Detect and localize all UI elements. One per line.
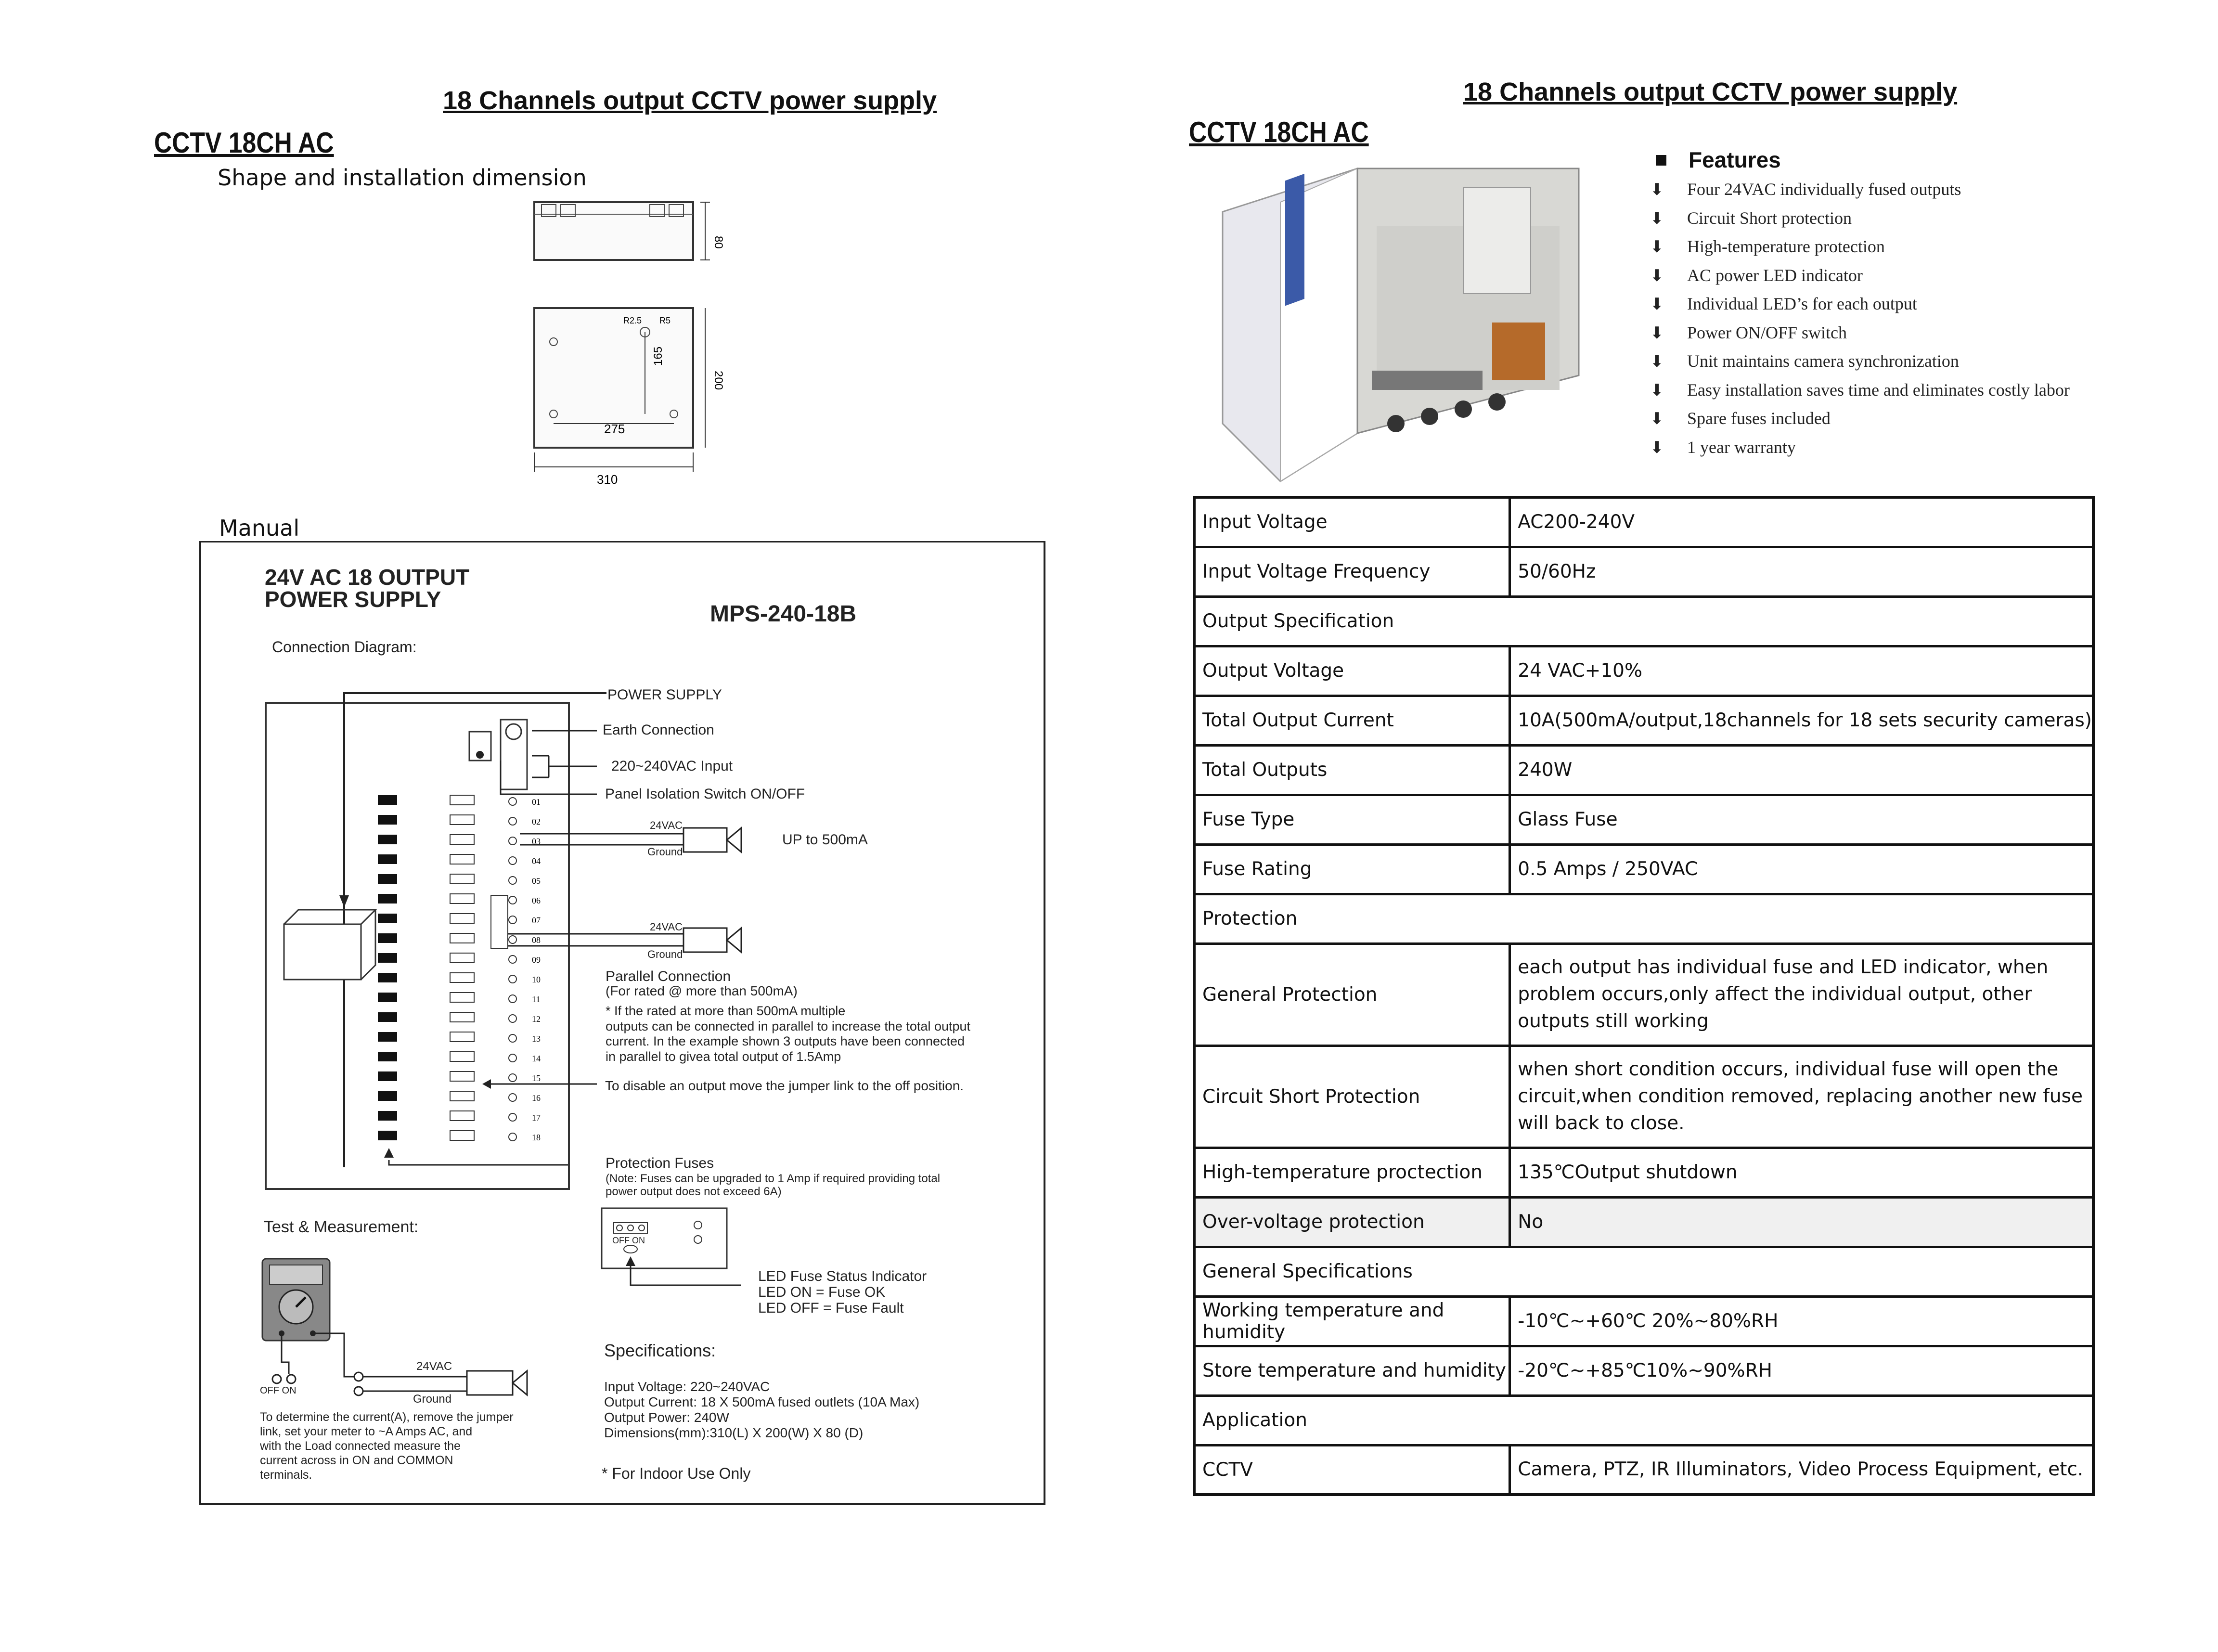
channel-number-label: 04 [532, 856, 541, 866]
spec-row [1194, 497, 2093, 547]
test-measurement-label: Test & Measurement: [264, 1218, 419, 1236]
spec-key: Fuse Rating [1194, 844, 1510, 894]
spec-row [1194, 1296, 2093, 1346]
feature-item: Spare fuses included [1687, 409, 1831, 428]
shape-dimension-label: Shape and installation dimension [218, 165, 587, 191]
dim-310-label: 310 [597, 472, 618, 487]
spec-row [1194, 844, 2093, 894]
spec-key: Working temperature and humidity [1194, 1296, 1510, 1346]
dim-r25-label: R2.5 [623, 316, 642, 325]
spec-value: 135℃Output shutdown [1510, 1148, 2093, 1197]
spec-row [1194, 547, 2093, 596]
spec-value: when short condition occurs, individual fuse will open the circuit,when condition removed, replacing another new fuse will back to close. [1510, 1045, 2093, 1148]
meter-offon-label: OFF ON [260, 1385, 297, 1396]
feature-item: Individual LED’s for each output [1687, 294, 1917, 313]
spec-value: AC200-240V [1510, 497, 2093, 547]
feature-item: 1 year warranty [1687, 437, 1796, 457]
feature-item: Unit maintains camera synchronization [1687, 351, 1959, 371]
channel-number-label: 14 [532, 1054, 541, 1063]
spec-key: Input Voltage [1194, 497, 1510, 547]
left-page-title: 18 Channels output CCTV power supply [443, 86, 937, 115]
spec-row [1194, 1045, 2093, 1148]
spec-key: CCTV [1194, 1445, 1510, 1495]
dim-200-label: 200 [712, 371, 725, 390]
spec-value: 240W [1510, 745, 2093, 795]
spec-row [1194, 1346, 2093, 1395]
parallel-sub-label: (For rated @ more than 500mA) [606, 983, 798, 998]
channel-number-label: 18 [532, 1133, 541, 1142]
dimension-drawing [520, 193, 725, 491]
spec-key: Output Voltage [1194, 646, 1510, 696]
spec-row [1194, 1148, 2093, 1197]
multimeter-drawing [255, 1252, 554, 1410]
determine-note-1: To determine the current(A), remove the jumper [260, 1410, 514, 1424]
spec-row [1194, 943, 2093, 1045]
channel-number-label: 09 [532, 955, 541, 965]
product-photo [1213, 154, 1588, 491]
spec-key: High-temperature proctection [1194, 1148, 1510, 1197]
spec-key: General Protection [1194, 943, 1510, 1045]
feature-bullet-icon: ⬇ [1650, 238, 1664, 256]
protection-note-1: (Note: Fuses can be upgraded to 1 Amp if required providing total [606, 1172, 941, 1185]
feature-item: Circuit Short protection [1687, 208, 1852, 228]
determine-note-5: terminals. [260, 1468, 312, 1482]
channel-number-label: 07 [532, 916, 541, 925]
spec-value: 0.5 Amps / 250VAC [1510, 844, 2093, 894]
spec-key: General Specifications [1194, 1247, 2093, 1296]
manual-heading-line1: 24V AC 18 OUTPUT [265, 565, 470, 590]
spec-row [1194, 646, 2093, 696]
vac-label-2: 24VAC [650, 921, 683, 933]
spec-value: No [1510, 1197, 2093, 1247]
parallel-note-2: outputs can be connected in parallel to increase the total output [606, 1019, 971, 1033]
spec-value: Glass Fuse [1510, 795, 2093, 844]
spec-row [1194, 894, 2093, 943]
parallel-note-4: in parallel to givea total output of 1.5Amp [606, 1049, 841, 1064]
spec-key: Fuse Type [1194, 795, 1510, 844]
manual-label: Manual [219, 515, 300, 541]
connection-diagram-label: Connection Diagram: [272, 638, 417, 656]
feature-bullet-icon: ⬇ [1650, 352, 1664, 371]
determine-note-3: with the Load connected measure the [260, 1439, 461, 1453]
manual-heading-line2: POWER SUPPLY [265, 587, 441, 612]
features-heading: Features [1689, 147, 1781, 172]
earth-connection-label: Earth Connection [603, 722, 714, 738]
spec-value: 50/60Hz [1510, 547, 2093, 596]
spec-key: Over-voltage protection [1194, 1197, 1510, 1247]
spec-value: 24 VAC+10% [1510, 646, 2093, 696]
spec-value: each output has individual fuse and LED indicator, when problem occurs,only affect the individual output, other outputs still working [1510, 943, 2093, 1045]
parallel-note-3: current. In the example shown 3 outputs have been connected [606, 1034, 965, 1048]
feature-item: AC power LED indicator [1687, 265, 1863, 285]
features-bullet [1656, 155, 1666, 166]
spec-row [1194, 696, 2093, 745]
dim-165-label: 165 [652, 346, 665, 366]
feature-bullet-icon: ⬇ [1650, 209, 1664, 228]
channel-number-label: 11 [532, 994, 541, 1004]
spec-row [1194, 1395, 2093, 1445]
feature-bullet-icon: ⬇ [1650, 438, 1664, 457]
spec-line-3: Output Power: 240W [604, 1410, 729, 1425]
spec-line-2: Output Current: 18 X 500mA fused outlets (10A Max) [604, 1394, 920, 1409]
spec-key: Total Output Current [1194, 696, 1510, 745]
channel-number-label: 06 [532, 896, 541, 905]
feature-item: High-temperature protection [1687, 237, 1885, 256]
vac-label-1: 24VAC [650, 819, 683, 831]
feature-item: Power ON/OFF switch [1687, 323, 1847, 342]
channel-number-label: 10 [532, 975, 541, 984]
spec-row [1194, 596, 2093, 646]
spec-key: Protection [1194, 894, 2093, 943]
feature-bullet-icon: ⬇ [1650, 181, 1664, 199]
spec-value: -20℃~+85℃10%~90%RH [1510, 1346, 2093, 1395]
spec-key: Store temperature and humidity [1194, 1346, 1510, 1395]
input-voltage-label: 220~240VAC Input [611, 758, 733, 774]
right-page-title: 18 Channels output CCTV power supply [1463, 77, 1958, 106]
feature-bullet-icon: ⬇ [1650, 266, 1664, 285]
determine-note-2: link, set your meter to ~A Amps AC, and [260, 1425, 473, 1438]
up-to-500ma-label: UP to 500mA [782, 832, 868, 848]
feature-bullet-icon: ⬇ [1650, 323, 1664, 342]
spec-value: Camera, PTZ, IR Illuminators, Video Process Equipment, etc. [1510, 1445, 2093, 1495]
channel-number-label: 16 [532, 1093, 541, 1103]
spec-row [1194, 1445, 2093, 1495]
channel-number-label: 12 [532, 1014, 541, 1024]
ground-label-1: Ground [647, 846, 683, 858]
channel-number-label: 05 [532, 876, 541, 886]
indoor-use-note: * For Indoor Use Only [602, 1465, 751, 1482]
led-indicator-drawing [597, 1203, 770, 1300]
led-status-label: LED Fuse Status Indicator [758, 1268, 927, 1284]
spec-key: Application [1194, 1395, 2093, 1445]
spec-key: Input Voltage Frequency [1194, 547, 1510, 596]
meter-vac-label: 24VAC [416, 1360, 452, 1373]
spec-table [1193, 496, 2095, 1496]
channel-number-label: 01 [532, 797, 541, 807]
dim-275-label: 275 [604, 422, 625, 436]
spec-key: Circuit Short Protection [1194, 1045, 1510, 1148]
dim-r5-label: R5 [659, 316, 671, 325]
channel-number-label: 17 [532, 1113, 541, 1123]
specifications-heading: Specifications: [604, 1341, 716, 1360]
feature-bullet-icon: ⬇ [1650, 410, 1664, 428]
ground-label-2: Ground [647, 948, 683, 960]
meter-ground-label: Ground [413, 1393, 452, 1406]
disable-output-note: To disable an output move the jumper link to the off position. [605, 1078, 964, 1093]
feature-item: Four 24VAC individually fused outputs [1687, 180, 1961, 199]
spec-row [1194, 745, 2093, 795]
channel-number-label: 08 [532, 935, 541, 945]
led-off-label: LED OFF = Fuse Fault [758, 1300, 904, 1316]
spec-row [1194, 795, 2093, 844]
power-supply-label: POWER SUPPLY [607, 687, 722, 703]
channel-number-label: 02 [532, 817, 541, 826]
parallel-connection-label: Parallel Connection [606, 968, 731, 984]
spec-line-1: Input Voltage: 220~240VAC [604, 1379, 770, 1394]
feature-bullet-icon: ⬇ [1650, 381, 1664, 400]
dim-80-label: 80 [712, 236, 725, 249]
led-offon-label: OFF ON [612, 1236, 645, 1245]
right-model-heading: CCTV 18CH AC [1189, 116, 1369, 148]
channel-number-label: 03 [532, 837, 541, 846]
determine-note-4: current across in ON and COMMON [260, 1454, 453, 1467]
parallel-note-1: * If the rated at more than 500mA multiple [606, 1004, 846, 1018]
spec-value: -10℃~+60℃ 20%~80%RH [1510, 1296, 2093, 1346]
protection-fuses-label: Protection Fuses [606, 1155, 714, 1171]
spec-line-4: Dimensions(mm):310(L) X 200(W) X 80 (D) [604, 1425, 864, 1440]
spec-key: Output Specification [1194, 596, 2093, 646]
spec-key: Total Outputs [1194, 745, 1510, 795]
panel-switch-label: Panel Isolation Switch ON/OFF [605, 786, 805, 802]
left-model-heading: CCTV 18CH AC [154, 127, 334, 159]
spec-row [1194, 1197, 2093, 1247]
feature-bullet-icon: ⬇ [1650, 295, 1664, 313]
feature-item: Easy installation saves time and eliminates costly labor [1687, 380, 2070, 400]
channel-number-label: 15 [532, 1073, 541, 1083]
channel-number-label: 13 [532, 1034, 541, 1044]
protection-note-2: power output does not exceed 6A) [606, 1185, 782, 1198]
spec-value: 10A(500mA/output,18channels for 18 sets security cameras) [1510, 696, 2093, 745]
led-on-label: LED ON = Fuse OK [758, 1284, 886, 1300]
manual-model-number: MPS-240-18B [710, 601, 857, 627]
spec-row [1194, 1247, 2093, 1296]
